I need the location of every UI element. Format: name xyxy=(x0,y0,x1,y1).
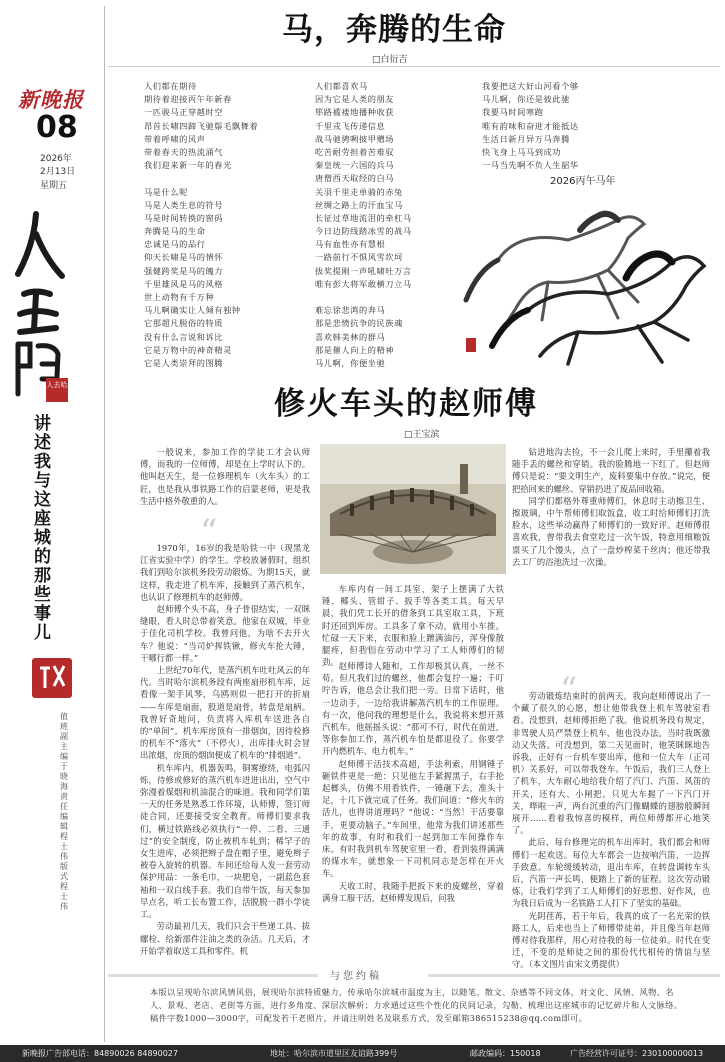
page-number: 08 xyxy=(36,110,78,145)
poem-line: 昂首长啸四蹄飞驰鬃毛飘舞着 xyxy=(144,120,259,131)
poem-column-1 xyxy=(144,80,258,370)
poem-line: 生活日新月异万马奔腾 xyxy=(482,133,570,144)
poem-line: 仰天长啸是马的情怀 xyxy=(144,252,224,263)
poem-column-3 xyxy=(482,80,579,172)
poem-line: 唐僧西天取经的白马 xyxy=(315,173,395,184)
poem-line: 喜欢韩美林的群马 xyxy=(315,331,386,342)
poem-line: 一路前行不惧风雪坎坷 xyxy=(315,252,403,263)
horse-painting-image xyxy=(458,190,718,366)
article2-column-b-top xyxy=(322,583,504,668)
poem-line: 马儿啊，你还是彼此驰 xyxy=(482,94,570,105)
poem-line: 关羽千里走单骑的赤兔 xyxy=(315,186,403,197)
body-paragraph: 上世纪70年代，是蒸汽机车吐吐风云的年代。当时哈尔滨机务段有两座扇形机车库，远看像一架手风琴，乌鸥则似一把打开的折扇——车库是扇面，股道是扇骨，转盘是扇柄。我曾好奇地问，负责将入库机车送进各自的“单间”。机车库房顶有一排烟囱，因待检修的机车不“落火”（不停火），出库排火时会冒出浓烟，房顶的烟囱便成了机车的“排烟道”。 xyxy=(140,665,310,761)
poem-line: 唯有彭大将军敢横刀立马 xyxy=(315,278,412,289)
body-paragraph: 天收工时，我随手把扳下来的废螺丝，穿着满身工服干活，赵师傅发现后，问我 xyxy=(322,880,504,903)
body-paragraph: 同学们都格外尊重师傅们，休息时主动擦卫生、擦玻璃，中午帮师傅们取饭盒，收工时给师傅们打洗脸水，这些举动赢得了师傅们的一致好评。赵师傅很喜欢我，曾带我去食堂吃过一次午饭，特意用细粮饭票买了几个馒头，点了一盘炒榨菜千丝肉；他还带我去工厂的浴池洗过一次澡。 xyxy=(512,495,710,567)
poem-line: 忠诚是马的品行 xyxy=(144,239,206,250)
poem-line: 强健跨奖是马的魄力 xyxy=(144,265,224,276)
issue-date: 2026年 2月13日 xyxy=(40,154,76,177)
poem-line: 人们都在期待 xyxy=(144,81,197,91)
poem-line xyxy=(315,291,412,304)
column-seal: 人去哈 xyxy=(46,378,68,402)
article1-title: 马，奔腾的生命 xyxy=(282,12,506,48)
article1-author: □白衍吉 xyxy=(372,55,408,65)
contribution-notice: 本版以呈现哈尔滨风情风俗，展现哈尔滨特质魅力，传承哈尔滨城市温度为主，以随笔、散文、杂感等不同文体，对文化、风情、风物、名人、景观、老店、老街等方面，进行多角度、深层次解析；力求通过这些个性化的民间记录，勾勒、梳理出这座城市的记忆碎片和人文脉络。 稿件字数1000—3000字，可配发若干老照片，并请注明姓名及联系方式，发至邮箱386515238@qq.com即可。 xyxy=(150,987,683,1023)
poem-line: 吃苦耐劳担着苦难驭 xyxy=(315,146,395,157)
poem-line: 千里雄风是马的风格 xyxy=(144,278,224,289)
article2-intro xyxy=(140,446,310,507)
footer-postcode: 邮政编码：150018 xyxy=(470,1049,541,1058)
editor-credits: 值班副主编 于晓海 责任编辑 程士伟 版式 程士伟 xyxy=(60,712,68,911)
poem-line: 带着呼啸的风声 xyxy=(144,133,206,144)
poem-line: 马儿啊，你便坐驰 xyxy=(315,357,386,368)
article2-column-c-top xyxy=(512,446,710,568)
title-divider xyxy=(108,66,720,67)
article2-column-b xyxy=(322,660,504,904)
poem-line: 拔奖提刚一声吼啸吐万言 xyxy=(315,265,412,276)
poem-line: 马有血性亦有慧根 xyxy=(315,239,386,250)
poem-line: 今日边防线踏冰雪的战马 xyxy=(315,226,412,237)
body-paragraph: 赵师傅干活技术高超，手法利索，用钢锤子砸铁件更是一绝：只见他左手紧握黑子，右手抡起榔头，仿佛不用看铁件，一锤砸下去，准头十足，十几下就完成了任务。我们问道：“修火车的活儿，也得讲道理吗？”他说：“当然！干活要靠手，更要动脑子。”车间里，他常为我们讲述那些年的故事，有时和我们一起到加工车间操作车床。有时我到机车驾驶室里一看，看到装得满满的煤水车，就想象一下司机同志是怎样在开火车。 xyxy=(322,758,504,879)
poem-line xyxy=(144,172,258,185)
poem-line: 人们都喜欢马 xyxy=(315,81,368,91)
poem-line: 马是人类生息的符号 xyxy=(144,199,224,210)
poem-line: 战马驰骋咧披甲赠场 xyxy=(315,133,395,144)
column-subtitle: 讲述我与这座城的那些事儿 xyxy=(34,414,51,643)
sidebar-divider xyxy=(104,6,105,1042)
poem-line: 带着春天的热流涌气 xyxy=(144,146,224,157)
body-paragraph: 机车库内，机器轰鸣，铜雾缭绕，电弧闪烁，待修或修好的蒸汽机车进进出出，空气中弥漫着煤烟和机油混合的味道。我和同学们第一天的任务是熟悉工作环境，认师傅，签订师徒合同，还要接受安全教育。师傅们要求我们，横过铁路线必须执行“一停、二看、三通过”的安全制度，防止被机车轧到；稀罕子的女生进库，必须把辫子盘在帽子里，避免辫子被卷入旋转的机器。车间还给每人发一套劳动保护用品：一条毛巾，一块肥皂，一副蓝色套袖和一双白线手套。我们自带午饭，每天参加早点名，听工长布置工作，活脱脱一群小学徒工。 xyxy=(140,762,310,920)
poem-line: 世上动物有千万种 xyxy=(144,292,215,302)
article2-column-c xyxy=(512,690,710,971)
intro-paragraph: 一般说来，参加工作的学徒工才会认师傅，而我的一位师傅，却是在上学时认下的。他叫赵天生，是一位修理机车（火车头）的工匠，也是我从事铁路工作的启蒙老师，更是我生活中格外敬重的人。 xyxy=(140,447,310,506)
body-paragraph: 赵师傅诗人随和，工作却极其认真，一丝不苟。但凡我们过的螺丝，他都会复拧一遍；千叮咛告诉，他总会让我们把一旁。日常下话时，他一边动手，一边给我讲解蒸汽机车的工作原理。有一次，他问我的理想是什么，我说将来想开蒸汽机车。他摇摇头说：“那可不行，时代在前进，等你参加工作，蒸汽机车怕是都退役了。你要学开内燃机车、电力机车。” xyxy=(322,661,504,757)
poem-line: 唯有韵味和奋进才能抵达 xyxy=(482,120,579,131)
poem-line: 它那超凡脱俗的特质 xyxy=(144,318,224,329)
poem-line: 我要把这大好山河看个够 xyxy=(482,81,579,91)
footer-address: 地址：哈尔滨市道里区友谊路399号 xyxy=(270,1049,398,1058)
body-paragraph: 光阴荏苒，若干年后，我真的成了一名光荣的铁路工人，后来也当上了师傅带徒弟，并且像当年赵师傅对待我那样，用心对待我的每一位徒弟。时代在变迁，不变的是师徒之间的那份代代相传的情谊与坚守。（本文图片由宋文勇提供） xyxy=(512,910,710,970)
poem-line: 我们迎来新一年的春光 xyxy=(144,160,232,171)
body-paragraph: 赵师傅个头不高，身子骨很结实，一双眯缝眼，看人时总带着笑意。他家在双城，毕业于佳化司机学校。我曾问他，为啥不去开火车？他说：“当司炉挥铁锹，修火车抡大锤，干哪行都一样。” xyxy=(140,604,310,663)
article2-column-a xyxy=(140,542,310,957)
footer-license: 广告经营许可证号：230100000013 xyxy=(570,1049,704,1058)
footer-bar xyxy=(0,1045,725,1062)
poem-line: 丝绸之路上的汗血宝马 xyxy=(315,199,403,210)
poem-line: 快飞身上马马到成功 xyxy=(482,146,562,157)
paper-logo: 新晚报 xyxy=(18,87,84,112)
poem-line: 期待着迎接丙午年新春 xyxy=(144,94,232,105)
section-banner xyxy=(108,968,720,982)
article2-title: 修火车头的赵师傅 xyxy=(274,386,538,422)
body-paragraph: 1970年，16岁的我是哈铁一中（现黑龙江省实验中学）的学生。学校放暑假时，组织我们到哈尔滨机务段劳动锻炼。为期15天，就这样，我走进了机车库，接触到了蒸汽机车，也认识了修理机车的赵师傅。 xyxy=(140,543,310,602)
poem-column-2 xyxy=(315,80,412,370)
poem-line: 马是时间转换的窗码 xyxy=(144,212,224,223)
poem-line: 它是万物中的神奇精灵 xyxy=(144,344,232,355)
body-paragraph: 劳动最初几天，我们只会干些递工具、拔螺栓、给新部件注油之类的杂活。几天后，才开始学着取送工具和零件。机 xyxy=(140,921,310,956)
quote-mark-icon: “ xyxy=(360,640,378,680)
poem-line: 那是催人向上的精神 xyxy=(315,344,395,355)
article2-author: □王宝滨 xyxy=(404,430,440,440)
poem-line: 秦皇统一六国的兵马 xyxy=(315,160,395,171)
quote-mark-icon: “ xyxy=(560,670,578,710)
contribution-label: 与您约稿 xyxy=(330,971,382,982)
poem-line: 长征过草地流泪的牵杠马 xyxy=(315,212,412,223)
poem-line: 因为它是人类的朋友 xyxy=(315,94,395,105)
body-paragraph: 劳动锻炼结束时的前两天，我向赵师傅说出了一个藏了很久的心愿，想让他带我登上机车驾驶室看看。没想到，赵师傅拒绝了我。他说机务段有规定，非驾驶人员严禁登上机车，他也没办法。当时我既激动又失落。可没想到，第二天见面时，他笑眯眯地告诉我，正好有一台机车要出库，他和一位大车（正司机）关系好，可以带我登车。午饭后，我们三人登上了机车，大车耐心地给我介绍了汽门、汽笛、风笛的开关，还有大、小闸把。只见大车握了一下汽门开关，哗啦一声，两台沉重的汽门像蝴蝶的翅膀般瞬间展开……看着我惊喜的模样，两位师傅都开心地笑了。 xyxy=(512,691,710,836)
masthead-sidebar xyxy=(0,0,104,1045)
painting-caption: 2026丙午马年 xyxy=(550,176,616,187)
column-title-calligraphy xyxy=(6,204,66,404)
poem-line: 没有什么言说和诉比 xyxy=(144,331,224,342)
poem-line: 千里戎飞传递信息 xyxy=(315,120,386,131)
poem-line: 一马当先啊不负人生韶华 xyxy=(482,160,579,171)
poem-line: 奔腾是马的生命 xyxy=(144,226,206,237)
poem-line: 我要马时间寒跑 xyxy=(482,107,544,118)
body-paragraph: 此后，每台修理完的机车出库时，我们都会和师傅们一起欢送。每位大车都会一边按响汽笛，一边挥手致意。车轮缓缓转动，退出车库，在转盘调转车头后，汽笛一声长鸣，便踏上了新的征程。这次劳动锻炼，让我们学到了工人师傅们的好思想、好作风，也为我日后成为一名铁路工人打下了坚实的基础。 xyxy=(512,837,710,909)
decorative-seal-icon xyxy=(30,656,74,700)
poem-line: 马儿啊确实让人倾有独钟 xyxy=(144,305,241,316)
poem-line: 它是人类崇拜的图腾 xyxy=(144,357,224,368)
poem-line: 一匹骏马正穿越时空 xyxy=(144,107,224,118)
poem-line: 那是悲愤抗争的民族魂 xyxy=(315,318,403,329)
poem-line: 难忘徐悲鸿的奔马 xyxy=(315,305,386,316)
poem-line: 马是什么呢 xyxy=(144,186,188,197)
poem-line: 筚路褴褛地播种收获 xyxy=(315,107,395,118)
issue-weekday: 星期五 xyxy=(40,181,68,191)
footer-ad-phone: 新晚报广告部电话：84890026 84890027 xyxy=(22,1049,178,1058)
body-paragraph: 钻进地沟去捡，不一会儿爬上来时，手里攥着我随手丢的螺丝和穿销。我的脸腾地一下红了。但赵师傅只是说：“要文明生产，废料要集中存放。”说完，便把拾回来的螺丝、穿销扔进了废品回收箱。 xyxy=(512,447,710,494)
quote-mark-icon: “ xyxy=(200,512,218,552)
locomotive-depot-photo xyxy=(320,444,506,574)
column-b-paragraph: 车库内有一间工具室，架子上摆满了大铁锤、椰头、管钳子、扳手等各类工具。每天早晨，我们凭工长开的借条到工具室取工具，下班时还回到库房。工具多了拿不动，就用小车推。忙碌一天下来，衣服和脸上蹭满油污，浑身像散腿疼，但我们在劳动中学习了工人师傅们的韧劲。 xyxy=(322,584,504,668)
